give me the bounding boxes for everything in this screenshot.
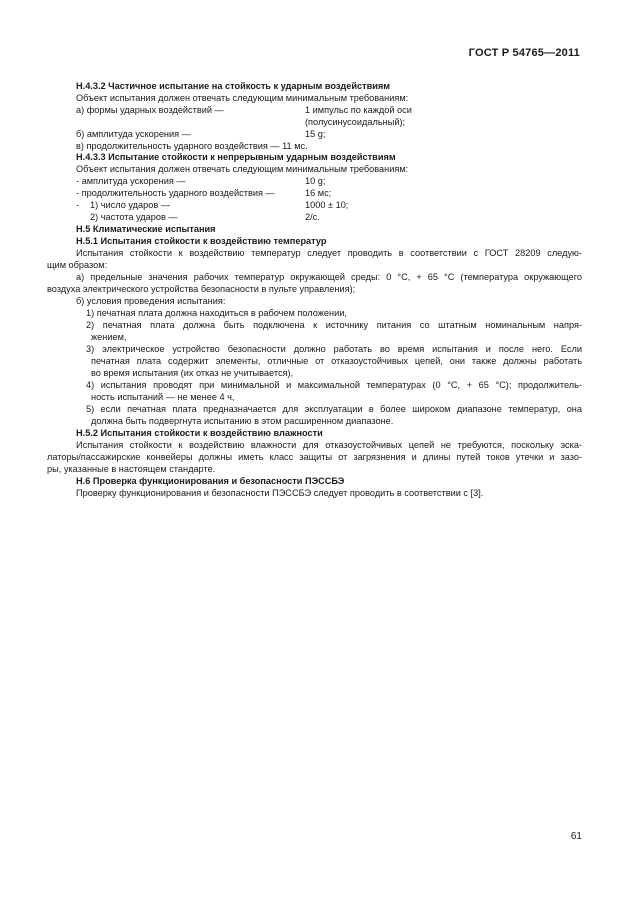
list-item: 2) печатная плата должна быть подключена к источнику питания со штатным номинальным напря- xyxy=(86,320,582,330)
list-item-label: - амплитуда ускорения — xyxy=(76,176,186,186)
list-item-continuation: печатная плата содержит элементы, отличные от отказоустойчивых цепей, они также должны работать xyxy=(91,356,582,366)
list-item: 1) печатная плата должна находиться в рабочем положении, xyxy=(86,308,347,318)
list-item-label: 2) частота ударов — xyxy=(90,212,178,222)
list-item-value: 1000 ± 10; xyxy=(305,200,349,210)
list-item: 4) испытания проводят при минимальной и максимальной температурах (0 °С, + 65 °С); продолжитель- xyxy=(86,380,582,390)
list-item-label: - продолжительность ударного воздействия — xyxy=(76,188,275,198)
document-header: ГОСТ Р 54765—2011 xyxy=(468,47,580,59)
list-item-value: (полусинусоидальный); xyxy=(305,117,406,127)
list-item: в) продолжительность ударного воздействия — 11 мс. xyxy=(76,141,308,151)
section-heading-h4-3-3: Н.4.3.3 Испытание стойкости к непрерывным ударным воздействиям xyxy=(76,152,396,162)
paragraph-line: щим образом: xyxy=(47,260,108,270)
paragraph-line: а) предельные значения рабочих температур окружающей среды: 0 °С, + 65 °С (температура окружающего xyxy=(76,272,582,282)
paragraph-line: Испытания стойкости к воздействию влажности для отказоустойчивых цепей не требуются, поскольку эска- xyxy=(76,440,582,450)
list-item-value: 2/с. xyxy=(305,212,320,222)
list-item-value: 16 мс; xyxy=(305,188,332,198)
list-item-continuation: жением, xyxy=(91,332,127,342)
list-item-continuation: должна быть подвергнута испытанию в этом расширенном диапазоне. xyxy=(91,416,394,426)
paragraph-line: Проверку функционирования и безопасности ПЭССБЭ следует проводить в соответствии с [3]. xyxy=(76,488,484,498)
paragraph-line: Испытания стойкости к воздействию температур следует проводить в соответствии с ГОСТ 28209 следую- xyxy=(76,248,582,258)
list-item-continuation: во время испытания (их отказ не учитывается), xyxy=(91,368,294,378)
list-item-value: 10 g; xyxy=(305,176,326,186)
section-heading-h5-1: Н.5.1 Испытания стойкости к воздействию температур xyxy=(76,236,327,246)
requirement-intro: Объект испытания должен отвечать следующим минимальным требованиям: xyxy=(76,93,409,103)
list-item-label: 1) число ударов — xyxy=(90,200,170,210)
section-heading-h5: Н.5 Климатические испытания xyxy=(76,224,216,234)
list-item-continuation: ность испытаний — не менее 4 ч, xyxy=(91,392,235,402)
list-item: 3) электрическое устройство безопасности должно работать во время испытания и после него. Если xyxy=(86,344,582,354)
paragraph-line: латоры/пассажирские конвейеры должны иметь класс защиты от загрязнения и длины путей токов утечки и зазо- xyxy=(47,452,582,462)
list-item: 5) если печатная плата предназначается для эксплуатации в более широком диапазоне температур, она xyxy=(86,404,582,414)
paragraph-line: воздуха электрического устройства безопасности в пульте управления); xyxy=(47,284,356,294)
list-item-value: 1 импульс по каждой оси xyxy=(305,105,412,115)
list-dash: - xyxy=(76,200,80,210)
list-item-value: 15 g; xyxy=(305,129,326,139)
section-heading-h6: Н.6 Проверка функционирования и безопасности ПЭССБЭ xyxy=(76,476,345,486)
page-number: 61 xyxy=(570,831,582,842)
list-item-label: б) амплитуда ускорения — xyxy=(76,129,191,139)
section-heading-h5-2: Н.5.2 Испытания стойкости к воздействию влажности xyxy=(76,428,323,438)
requirement-intro: Объект испытания должен отвечать следующим минимальным требованиям: xyxy=(76,164,409,174)
list-item-label: а) формы ударных воздействий — xyxy=(76,105,224,115)
paragraph-line: ры, указанные в настоящем стандарте. xyxy=(47,464,216,474)
section-heading-h4-3-2: Н.4.3.2 Частичное испытание на стойкость к ударным воздействиям xyxy=(76,81,391,91)
list-item: б) условия проведения испытания: xyxy=(76,296,226,306)
